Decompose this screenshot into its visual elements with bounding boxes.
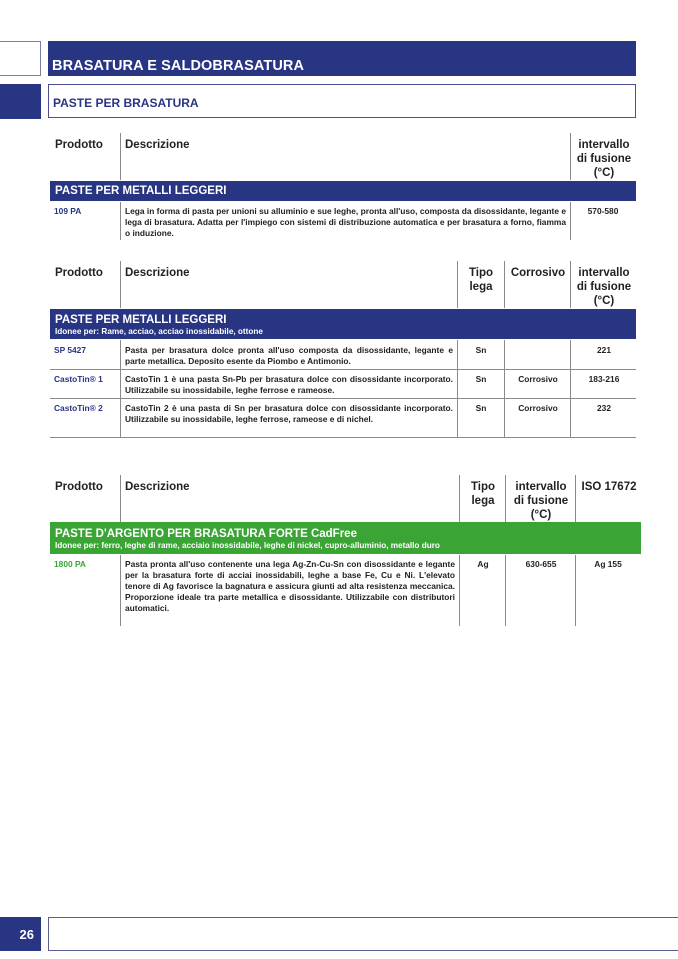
divider [120, 133, 121, 180]
divider [504, 340, 505, 437]
col-header-tipo-lega [461, 480, 505, 508]
divider [575, 555, 576, 626]
section-subtitle: PASTE PER BRASATURA [48, 84, 636, 118]
divider [570, 261, 571, 308]
col-header-fusione-line1: intervallo [578, 267, 630, 279]
col-header-fusione-line3: (°C) [593, 167, 615, 179]
alloy-type: Ag [477, 559, 489, 569]
header-left-box [0, 41, 41, 76]
divider [575, 475, 576, 522]
divider [570, 340, 571, 437]
page-number: 26 [0, 917, 41, 951]
divider [120, 555, 121, 626]
product-code: CastoTin® 2 [54, 403, 103, 413]
divider [120, 340, 121, 437]
melting-range: 232 [597, 403, 611, 413]
product-description: CastoTin 2 è una pasta di Sn per brasatura dolce con disossidante incorporato. Utilizzabile su inossidabile, leghe ferrose, rameose e di nichel. [125, 403, 453, 424]
corrosive: Corrosivo [518, 374, 558, 384]
product-description: Pasta pronta all'uso contenente una lega Ag-Zn-Cu-Sn con disossidante e legante per la brasatura forte di acciai inossidabili, leghe a base Fe, Cu e Ni. L'elevato tenore di Ag favorisce la bagnatura e assicura giunti ad alta resistenza meccanica. Proporzione ideale tra parte metallica e disossidante. Utilizzabile con distributori automatici. [125, 559, 455, 613]
melting-range: 570-580 [587, 206, 619, 216]
col-header-tipo-lega [459, 266, 503, 294]
divider [505, 475, 506, 522]
alloy-type: Sn [475, 403, 487, 413]
divider [505, 555, 506, 626]
divider [457, 261, 458, 308]
product-description: Pasta per brasatura dolce pronta all'uso composta da disossidante, legante e parte metallica. Deposito esente da Piombo e Antimonio. [125, 345, 453, 366]
divider [459, 555, 460, 626]
melting-range: 630-655 [525, 559, 557, 569]
melting-range: 183-216 [588, 374, 620, 384]
divider [504, 261, 505, 308]
divider [120, 202, 121, 240]
col-header-tipo-line2: lega [471, 495, 495, 507]
col-header-prodotto: Prodotto [55, 267, 103, 279]
col-header-fusione-line1: intervallo [515, 481, 567, 493]
alloy-type: Sn [475, 345, 487, 355]
corrosive: Corrosivo [518, 403, 558, 413]
category-band [50, 309, 636, 339]
col-header-descrizione: Descrizione [125, 139, 190, 151]
col-header-tipo-line1: Tipo [470, 481, 496, 493]
divider [457, 340, 458, 437]
product-code: 109 PA [54, 206, 82, 216]
col-header-tipo-line1: Tipo [468, 267, 494, 279]
col-header-fusione-line2: di fusione [513, 495, 569, 507]
category-subtitle: Idonee per: ferro, leghe di rame, acciaio inossidabile, leghe di nickel, cupro-alluminio, metallo duro [55, 541, 440, 550]
divider [459, 475, 460, 522]
col-header-fusione-line2: di fusione [576, 281, 632, 293]
col-header-tipo-line2: lega [469, 281, 493, 293]
row-divider [50, 398, 636, 399]
category-title: PASTE PER METALLI LEGGERI [55, 185, 227, 197]
melting-range: 221 [597, 345, 611, 355]
alloy-type: Sn [475, 374, 487, 384]
divider [570, 202, 571, 240]
product-description: Lega in forma di pasta per unioni su alluminio e sue leghe, pronta all'uso, composta da disossidante, legante e lega di brasatura. Adatta per l'impiego con sistemi di distribuzione automatica e per brasatura a forno, fiamma o induzione. [125, 206, 566, 238]
col-header-fusione-line3: (°C) [593, 295, 615, 307]
product-description: CastoTin 1 è una pasta Sn-Pb per brasatura dolce con disossidante incorporato. Utilizzabile su inossidabile, leghe ferrose e rameose. [125, 374, 453, 395]
col-header-corrosivo: Corrosivo [510, 267, 566, 279]
category-subtitle: Idonee per: Rame, acciao, acciao inossidabile, ottone [55, 327, 263, 336]
col-header-fusione-line1: intervallo [578, 139, 630, 151]
product-code: SP 5427 [54, 345, 86, 355]
col-header-fusione-line2: di fusione [576, 153, 632, 165]
col-header-fusione [572, 266, 636, 308]
category-title: PASTE D'ARGENTO PER BRASATURA FORTE CadFree [55, 528, 357, 540]
footer-box [48, 917, 678, 951]
product-code: 1800 PA [54, 559, 86, 569]
category-band-green [50, 522, 641, 554]
col-header-fusione [507, 480, 575, 522]
row-divider [50, 369, 636, 370]
header-left-tab [0, 84, 41, 119]
section-title: BRASATURA E SALDOBRASATURA [48, 41, 636, 76]
divider [120, 475, 121, 522]
col-header-descrizione: Descrizione [125, 267, 190, 279]
col-header-fusione-line3: (°C) [530, 509, 552, 521]
iso-designation: Ag 155 [594, 559, 622, 569]
col-header-prodotto: Prodotto [55, 139, 103, 151]
product-code: CastoTin® 1 [54, 374, 103, 384]
divider [120, 261, 121, 308]
col-header-prodotto: Prodotto [55, 481, 103, 493]
row-divider [50, 437, 636, 438]
divider [570, 133, 571, 180]
col-header-descrizione: Descrizione [125, 481, 190, 493]
col-header-iso: ISO 17672 [581, 481, 637, 493]
col-header-fusione [572, 138, 636, 180]
category-band [50, 181, 636, 201]
category-title: PASTE PER METALLI LEGGERI [55, 314, 227, 326]
